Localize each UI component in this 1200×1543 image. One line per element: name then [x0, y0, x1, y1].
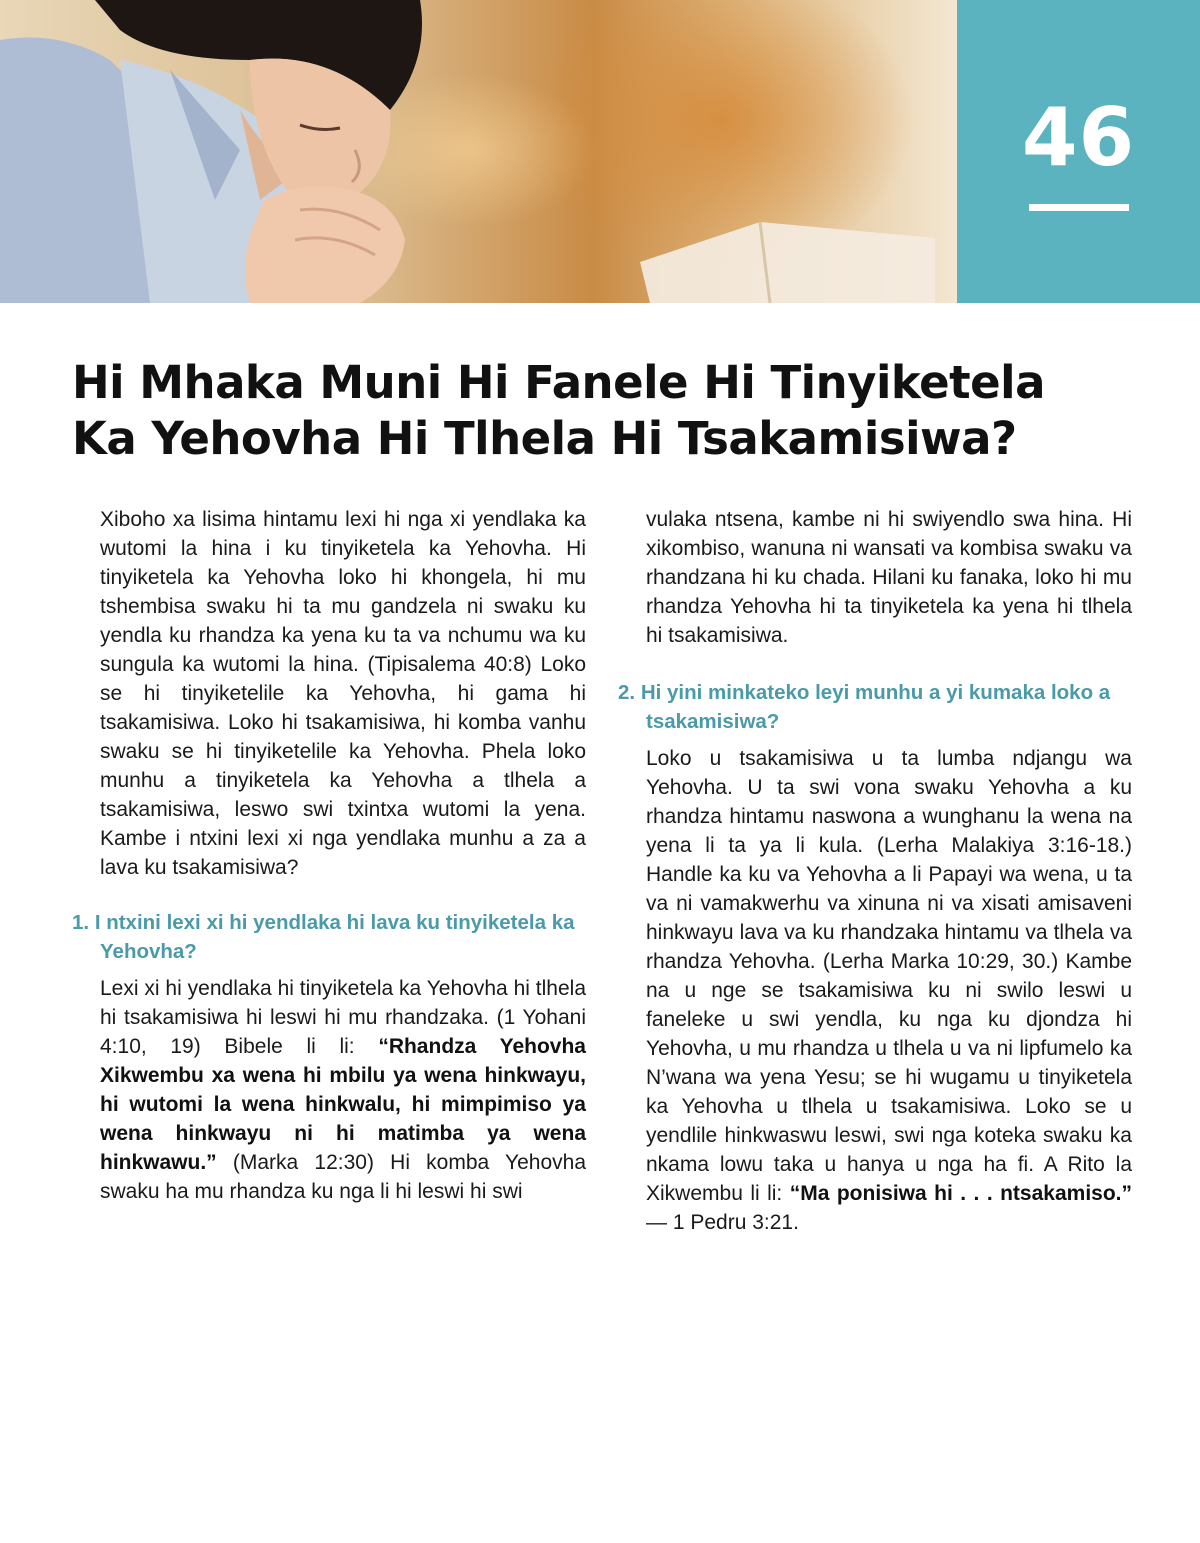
answer-text: (Marka 12:30) Hi komba Yehovha swaku ha mu rhandza ku nga li hi leswi hi swi	[100, 1151, 586, 1203]
chapter-number: 46	[1021, 91, 1136, 184]
answer-1-continued: vulaka ntsena, kambe ni hi swiyendlo swa hina. Hi xikombiso, wanuna ni wansati va kombisa swaku va rhandzana hi ku chada. Hilani ku fanaka, loko hi mu rhandza Yehovha hi ta tinyiketela ka yena hi tlhela hi tsakamisiwa.	[646, 508, 1132, 647]
page-title	[72, 355, 1152, 467]
answer-1-paragraph	[100, 974, 586, 1206]
scripture-quote: “Rhandza Yehovha Xikwembu xa wena hi mbilu ya wena hinkwayu, hi wutomi la wena hinkwalu, hi mimpimiso ya wena hinkwayu ni hi matimba ya wena hinkwawu.”	[100, 1035, 586, 1174]
right-column	[618, 505, 1132, 1237]
chapter-badge	[957, 0, 1200, 303]
title-line-2: Ka Yehovha Hi Tlhela Hi Tsakamisiwa?	[72, 412, 1017, 465]
answer-text: — 1 Pedru 3:21.	[646, 1211, 799, 1234]
praying-man-illustration	[0, 0, 957, 303]
question-2-heading	[618, 678, 1132, 736]
scripture-quote: “Ma ponisiwa hi . . . ntsakamiso.”	[789, 1182, 1132, 1205]
question-number: 1.	[72, 911, 90, 934]
left-column	[72, 505, 586, 1206]
answer-text: Lexi xi hi yendlaka hi tinyiketela ka Yehovha hi tlhela hi tsakamisiwa hi leswi hi mu rhandzaka. (1 Yohani 4:10, 19) Bibele li li:	[100, 977, 586, 1058]
answer-2-paragraph	[646, 744, 1132, 1237]
hero-photo	[0, 0, 957, 303]
answer-text: Loko u tsakamisiwa u ta lumba ndjangu wa Yehovha. U ta swi vona swaku Yehovha a ku rhandza hintamu naswona a wunghanu la wena na yena li ta ya li kula. (Lerha Malakiya 3:16-18.) Handle ka ku va Yehovha a li Papayi wa wena, u ta va ni vamakwerhu va xinuna ni va xisati amisaveni hinkwayu lava va ku rhandzaka hintamu va tlhela va rhandza Yehovha. (Lerha Marka 10:29, 30.) Kambe na u nge se tsakamisiwa ku ni swilo leswi u faneleke u swi yendla, ku nga ku djondza hi Yehovha, u mu rhandza u tlhela u va ni lipfumelo ka N’wana wa yena Yesu; se hi wugamu u tinyiketela ka Yehovha u tlhela u tsakamisiwa. Loko se u yendlile hinkwaswu leswi, swi nga koteka swaku ka nkama lowu taka u hanya u nga ha fi. A Rito la Xikwembu li li:	[646, 747, 1132, 1205]
question-text: I ntxini lexi xi hi yendlaka hi lava ku tinyiketela ka Yehovha?	[94, 911, 575, 963]
question-text: Hi yini minkateko leyi munhu a yi kumaka loko a tsakamisiwa?	[640, 681, 1111, 733]
chapter-underline	[1029, 204, 1129, 211]
intro-paragraph: Xiboho xa lisima hintamu lexi hi nga xi yendlaka ka wutomi la hina i ku tinyiketela ka Yehovha. Hi tinyiketela ka Yehovha loko hi khongela, hi mu tshembisa swaku hi ta mu gandzela ni swaku ku yendla ku rhandza ka yena ku ta va nchumu wa ku sungula ka wutomi la hina. (Tipisalema 40:8) Loko se hi tinyiketelile ka Yehovha, hi gama hi tsakamisiwa. Loko hi tsakamisiwa, hi komba vanhu swaku se hi tinyiketelile ka Yehovha. Phela loko munhu a tinyiketela ka Yehovha a tlhela a tsakamisiwa, leswo swi txintxa wutomi la yena. Kambe i ntxini lexi xi nga yendlaka munhu a za a lava ku tsakamisiwa?	[100, 508, 586, 879]
title-line-1: Hi Mhaka Muni Hi Fanele Hi Tinyiketela	[72, 356, 1045, 409]
question-1-heading	[72, 908, 586, 966]
question-number: 2.	[618, 681, 636, 704]
